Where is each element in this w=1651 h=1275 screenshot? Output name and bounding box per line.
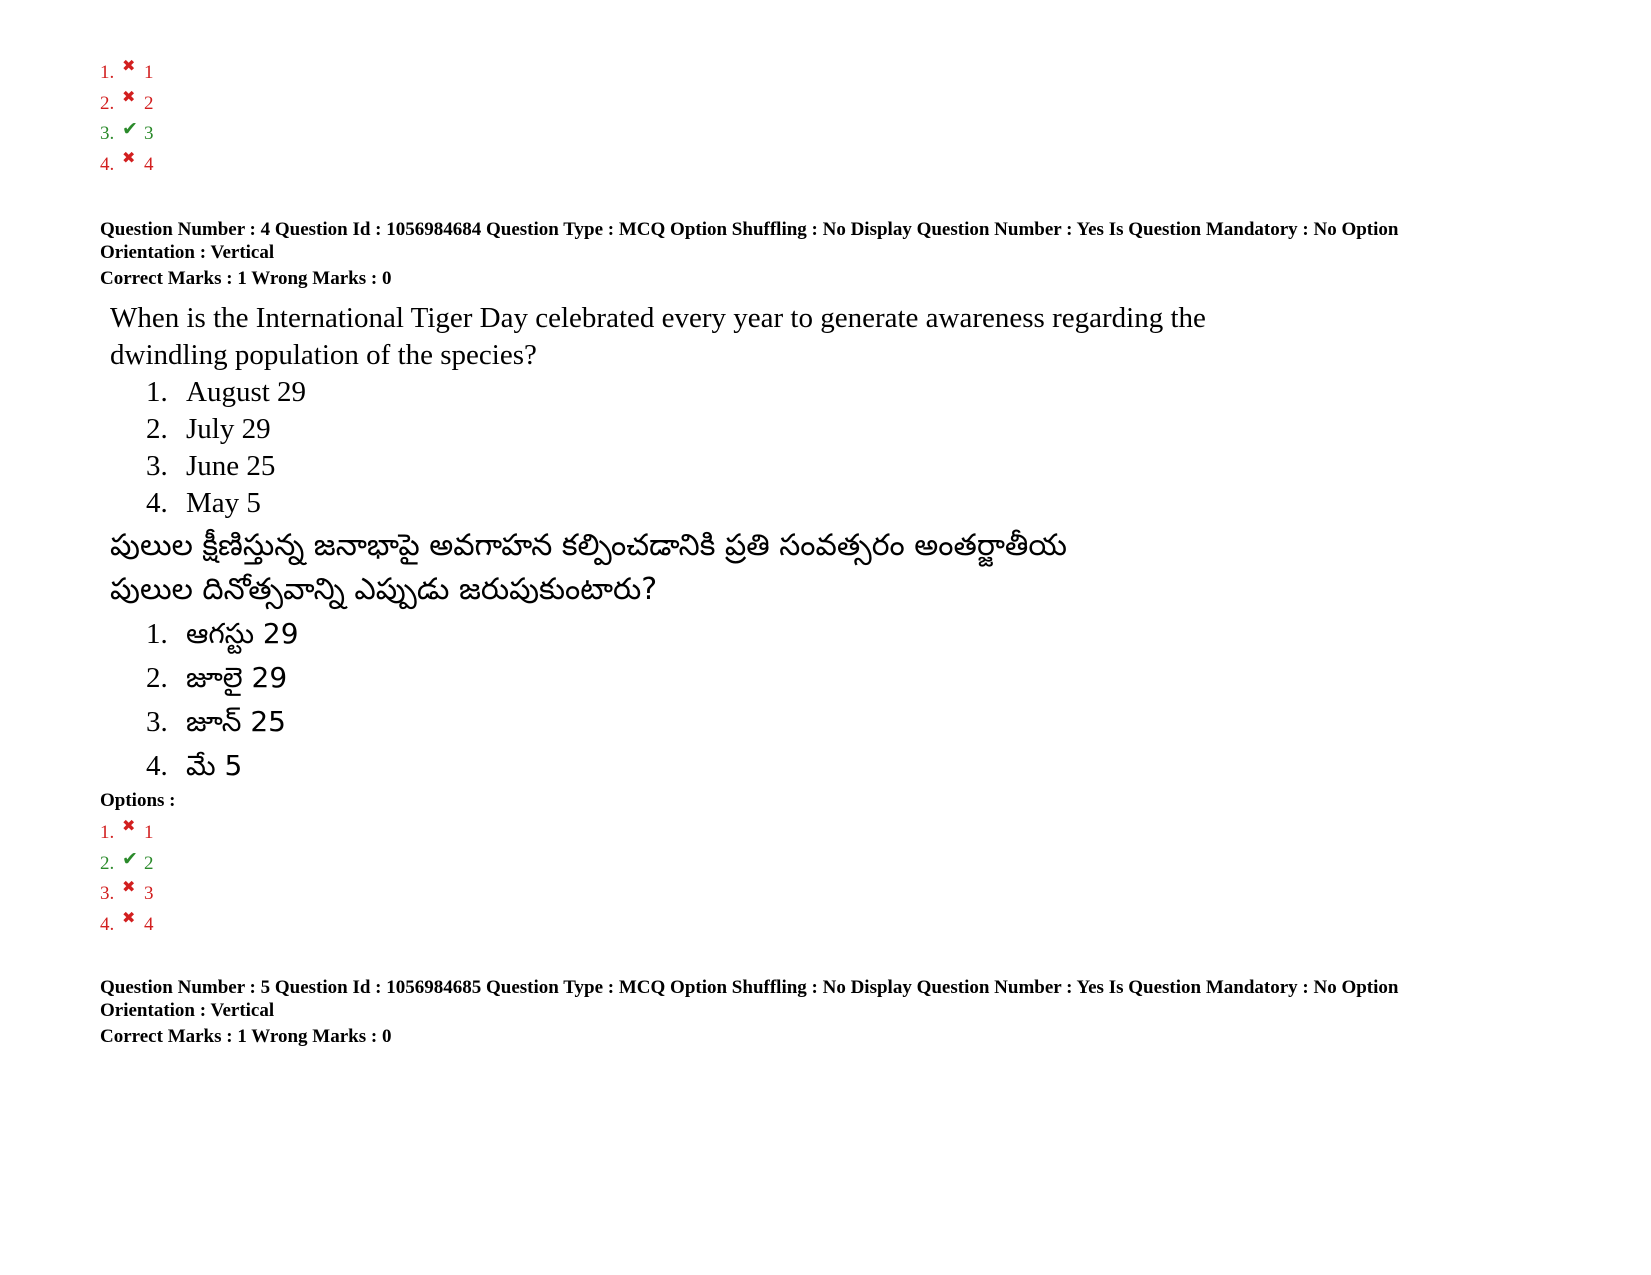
choice-item: 3. June 25: [146, 450, 276, 482]
cross-icon: ✖: [122, 58, 136, 75]
question-4-meta: Question Number : 4 Question Id : 1056984684 Question Type : MCQ Option Shuffling : No Display Question Number : Yes Is Question Mandatory : No Option Orientation : Vertical: [100, 219, 1399, 263]
check-icon: ✔: [122, 119, 138, 140]
option-item: 2. ✖ 2: [100, 89, 154, 120]
question-4-text-english: When is the International Tiger Day celebrated every year to generate awareness regarding the dwindling population of the species? 1. August 29 2. July 29 3. June 25 4. May 5: [110, 300, 1360, 522]
cross-icon: ✖: [122, 909, 136, 927]
options-label: Options :: [100, 790, 176, 811]
question-4-marks: Correct Marks : 1 Wrong Marks : 0: [100, 268, 392, 289]
question-5-marks: Correct Marks : 1 Wrong Marks : 0: [100, 1026, 392, 1047]
question-5-meta: Question Number : 5 Question Id : 1056984685 Question Type : MCQ Option Shuffling : No Display Question Number : Yes Is Question Mandatory : No Option Orientation : Vertical: [100, 977, 1399, 1021]
check-icon: ✔: [122, 848, 138, 870]
choice-item: 2. July 29: [146, 413, 271, 445]
choice-item: 1. August 29: [146, 376, 307, 408]
choice-item: 4. May 5: [146, 487, 261, 519]
option-item: 4. ✖ 4: [100, 150, 154, 181]
previous-options-list: [100, 58, 154, 180]
cross-icon: ✖: [122, 879, 136, 896]
cross-icon: ✖: [122, 818, 136, 835]
choice-item: 4. మే 5: [146, 749, 243, 782]
cross-icon: ✖: [122, 149, 136, 167]
choice-item: 3. జూన్ 25: [146, 705, 286, 738]
option-item: 1. ✖ 1: [100, 818, 154, 849]
option-item: 3. ✖ 3: [100, 879, 154, 910]
question-4-options-list: [100, 818, 154, 940]
option-item: 1. ✖ 1: [100, 58, 154, 89]
cross-icon: ✖: [122, 88, 136, 106]
option-item: 4. ✖ 4: [100, 910, 154, 941]
option-item: 3. ✔ 3: [100, 119, 154, 150]
question-4-text-telugu: పులుల క్షీణిస్తున్న జనాభాపై అవగాహన కల్పించడానికి ప్రతి సంవత్సరం అంతర్జాతీయ పులుల దినోత్సవాన్ని ఎప్పుడు జరుపుకుంటారు? 1. ఆగస్టు 29 2. జూలై 29 3. జూన్ 25 4. మే 5: [110, 524, 1380, 788]
option-item: 2. ✔ 2: [100, 849, 154, 880]
choice-item: 1. ఆగస్టు 29: [146, 617, 299, 650]
choice-item: 2. జూలై 29: [146, 661, 288, 694]
